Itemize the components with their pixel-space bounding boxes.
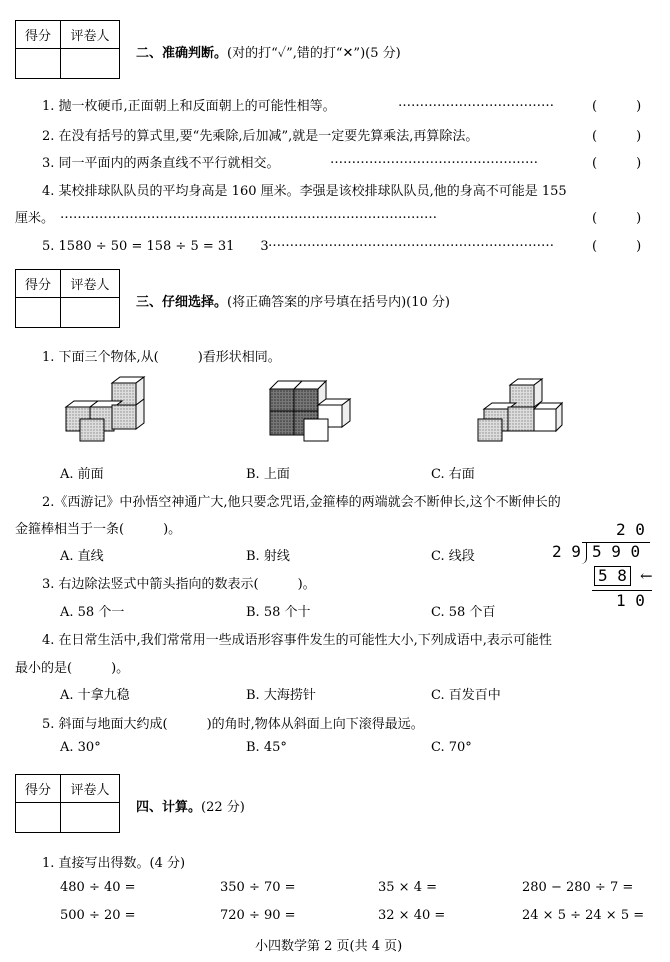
choice-q4-line2: 最小的是( )。 <box>15 661 130 676</box>
section2-note: (对的打“✓”,错的打“✕”)(5 分) <box>227 46 401 61</box>
section4-note: (22 分) <box>201 800 245 815</box>
q3-option-b[interactable]: B. 58 个十 <box>246 605 311 620</box>
q3-option-c[interactable]: C. 58 个百 <box>431 605 496 620</box>
judge-item-4-cont: 厘米。 <box>15 211 55 226</box>
choice-q2-line1: 2.《西游记》中孙悟空神通广大,他只要念咒语,金箍棒的两端就会不断伸长,这个不断伸长的 <box>42 495 561 510</box>
score-box-section2 <box>15 20 120 79</box>
grader-label: 评卷人 <box>61 21 120 49</box>
choice-q2-line2: 金箍棒相当于一条( )。 <box>15 522 182 537</box>
division-product: 5 8 <box>594 566 631 586</box>
calc-item: 480 ÷ 40 = <box>60 880 136 895</box>
q3-option-a[interactable]: A. 58 个一 <box>60 605 125 620</box>
division-arrow: ← <box>640 567 653 585</box>
grader-cell[interactable] <box>61 49 120 79</box>
grader-cell[interactable] <box>61 803 120 833</box>
section3-note: (将正确答案的序号填在括号内)(10 分) <box>227 295 450 310</box>
q4-option-a[interactable]: A. 十拿九稳 <box>60 688 130 703</box>
section2-heading <box>136 42 401 61</box>
judge-dots-1: ……………………………… <box>398 95 554 110</box>
q5-option-a[interactable]: A. 30° <box>60 740 101 755</box>
grader-cell[interactable] <box>61 298 120 328</box>
score-cell[interactable] <box>16 49 61 79</box>
calc-item: 500 ÷ 20 = <box>60 908 136 923</box>
cube-figure-c <box>470 375 570 445</box>
q2-option-a[interactable]: A. 直线 <box>60 549 104 564</box>
calc-item: 280 − 280 ÷ 7 = <box>522 880 634 895</box>
page-footer: 小四数学第 2 页(共 4 页) <box>255 939 403 954</box>
q5-option-b[interactable]: B. 45° <box>246 740 287 755</box>
score-label: 得分 <box>16 270 61 298</box>
judge-paren-4[interactable]: ( ) <box>592 211 642 226</box>
calc-item: 24 × 5 ÷ 24 × 5 = <box>522 908 645 923</box>
judge-item-1: 1. 抛一枚硬币,正面朝上和反面朝上的可能性相等。 <box>42 99 336 114</box>
choice-q5: 5. 斜面与地面大约成( )的角时,物体从斜面上向下滚得最远。 <box>42 717 424 732</box>
judge-item-4: 4. 某校排球队队员的平均身高是 160 厘米。李强是该校排球队队员,他的身高不可能是 155 <box>42 184 567 199</box>
long-division <box>548 518 658 618</box>
calc-item: 35 × 4 = <box>378 880 437 895</box>
judge-item-2: 2. 在没有括号的算式里,要“先乘除,后加减”,就是一定要先算乘法,再算除法。 <box>42 129 479 144</box>
q2-option-b[interactable]: B. 射线 <box>246 549 290 564</box>
grader-label: 评卷人 <box>61 775 120 803</box>
judge-paren-1[interactable]: ( ) <box>592 99 642 114</box>
score-box-section4 <box>15 774 120 833</box>
division-dividend: 5 9 0 <box>592 542 641 561</box>
judge-paren-3[interactable]: ( ) <box>592 156 642 171</box>
judge-dots-3: ………………………………………… <box>330 152 538 167</box>
choice-q1: 1. 下面三个物体,从( )看形状相同。 <box>42 350 281 365</box>
cube-figure-b <box>262 375 362 445</box>
judge-item-3: 3. 同一平面内的两条直线不平行就相交。 <box>42 156 280 171</box>
section3-heading <box>136 291 450 310</box>
q1-option-c[interactable]: C. 右面 <box>431 467 475 482</box>
calc-q1: 1. 直接写出得数。(4 分) <box>42 856 186 871</box>
q1-option-b[interactable]: B. 上面 <box>246 467 290 482</box>
q1-option-a[interactable]: A. 前面 <box>60 467 104 482</box>
judge-dots-4: …………………………………………………………………………… <box>60 207 437 222</box>
q4-option-b[interactable]: B. 大海捞针 <box>246 688 316 703</box>
division-divisor: 2 9 <box>552 542 581 561</box>
division-remainder: 1 0 <box>616 591 645 610</box>
judge-item-5: 5. 1580 ÷ 50 = 158 ÷ 5 = 31 3 <box>42 239 269 254</box>
section4-heading <box>136 796 245 815</box>
score-label: 得分 <box>16 21 61 49</box>
score-cell[interactable] <box>16 803 61 833</box>
cube-figure-a <box>60 375 160 445</box>
score-cell[interactable] <box>16 298 61 328</box>
division-bracket <box>580 542 587 564</box>
calc-item: 350 ÷ 70 = <box>220 880 296 895</box>
section2-title: 二、准确判断。 <box>136 46 228 61</box>
score-box-section3 <box>15 269 120 328</box>
score-label: 得分 <box>16 775 61 803</box>
calc-item: 720 ÷ 90 = <box>220 908 296 923</box>
section4-title: 四、计算。 <box>136 800 202 815</box>
choice-q4-line1: 4. 在日常生活中,我们常常用一些成语形容事件发生的可能性大小,下列成语中,表示可能性 <box>42 633 552 648</box>
q2-option-c[interactable]: C. 线段 <box>431 549 475 564</box>
q5-option-c[interactable]: C. 70° <box>431 740 472 755</box>
judge-dots-5: ………………………………………………………… <box>268 235 554 250</box>
q4-option-c[interactable]: C. 百发百中 <box>431 688 501 703</box>
judge-paren-5[interactable]: ( ) <box>592 239 642 254</box>
division-quotient: 2 0 <box>616 520 645 539</box>
calc-item: 32 × 40 = <box>378 908 446 923</box>
judge-paren-2[interactable]: ( ) <box>592 129 642 144</box>
choice-q3: 3. 右边除法竖式中箭头指向的数表示( )。 <box>42 577 316 592</box>
grader-label: 评卷人 <box>61 270 120 298</box>
section3-title: 三、仔细选择。 <box>136 295 228 310</box>
